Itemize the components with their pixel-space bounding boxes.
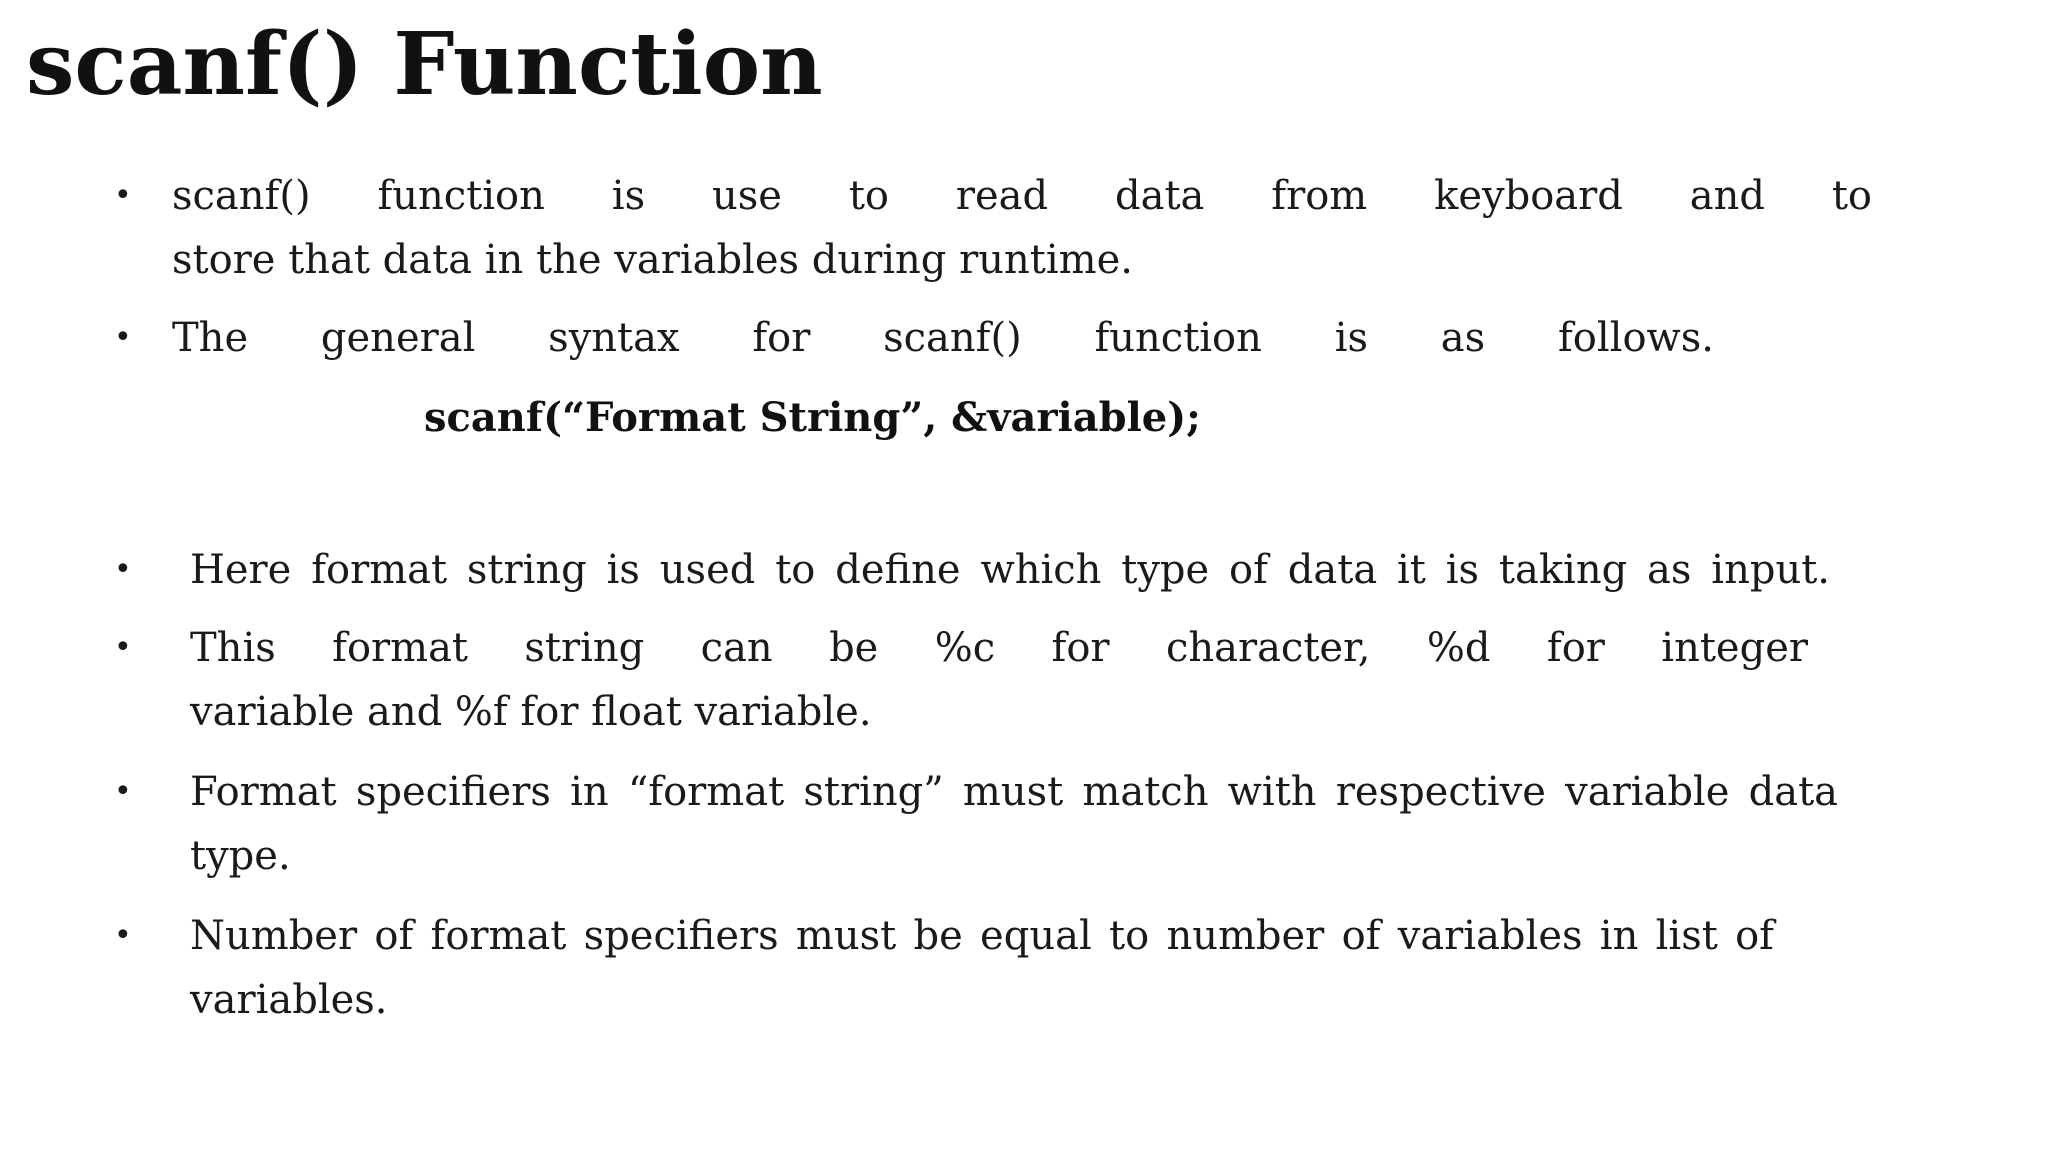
bullet-text-line: scanf() function is use to read data from keyboard and to: [172, 173, 1872, 219]
bullet-marker: •: [114, 774, 132, 809]
bullet-text-line: Format specifiers in “format string” must match with respective variable data: [190, 769, 1838, 815]
bullet-item: [114, 904, 1774, 1032]
bullet-marker: •: [114, 320, 132, 355]
bullet-text-line: Number of format specifiers must be equal to number of variables in list of: [190, 913, 1774, 959]
syntax-example: scanf(“Format String”, &variable);: [424, 394, 1201, 441]
slide-title: scanf() Function: [26, 14, 823, 115]
bullet-item: [114, 616, 1808, 744]
bullet-item: [114, 306, 1714, 370]
bullet-marker: •: [114, 552, 132, 587]
bullet-text-line: type.: [190, 833, 291, 879]
bullet-text-line: The general syntax for scanf() function is as follows.: [172, 315, 1714, 361]
bullet-item: [114, 164, 1872, 292]
bullet-item: [114, 538, 1830, 602]
bullet-text-line: variable and %f for float variable.: [190, 689, 872, 735]
bullet-text-line: This format string can be %c for character, %d for integer: [190, 625, 1808, 671]
bullet-marker: •: [114, 630, 132, 665]
bullet-text-line: Here format string is used to define which type of data it is taking as input.: [190, 547, 1830, 593]
bullet-marker: •: [114, 178, 132, 213]
bullet-text-line: store that data in the variables during runtime.: [172, 237, 1133, 283]
bullet-text-line: variables.: [190, 977, 388, 1023]
bullet-marker: •: [114, 918, 132, 953]
bullet-item: [114, 760, 1838, 888]
